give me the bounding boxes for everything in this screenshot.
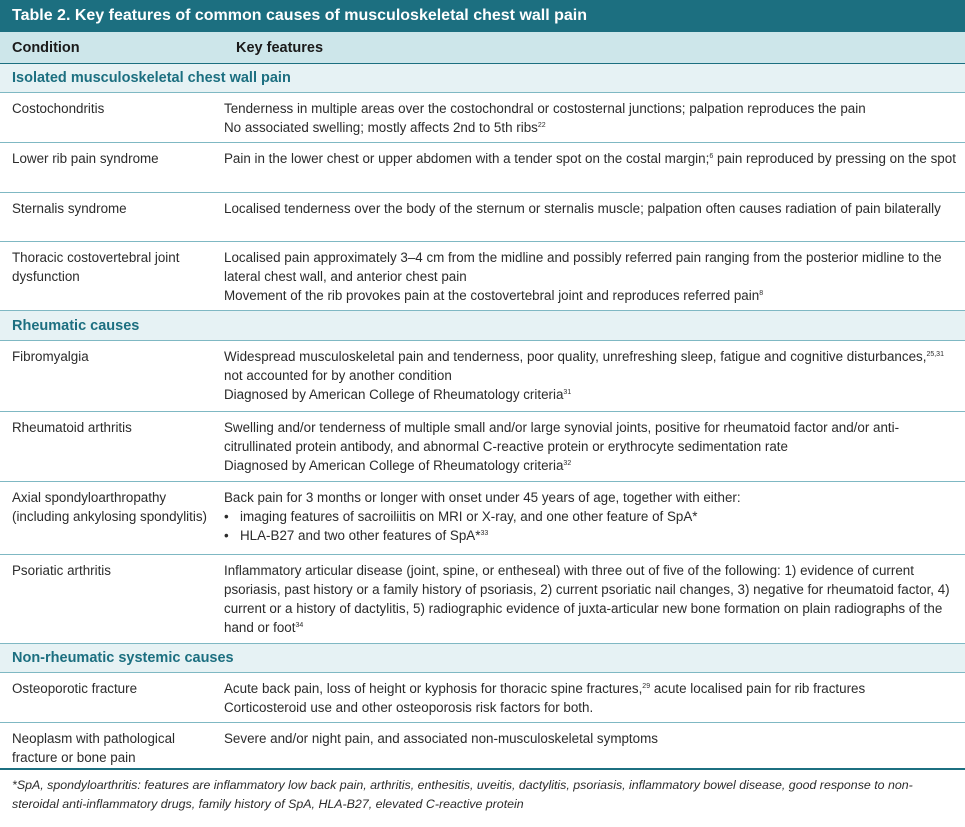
reference: 22	[537, 122, 546, 129]
feature-text: Acute back pain, loss of height or kyphosis for thoracic spine fractures,	[224, 681, 643, 696]
condition-cell: Costochondritis	[12, 101, 105, 116]
header-condition: Condition	[12, 39, 80, 56]
table-row	[0, 341, 965, 412]
table-row	[0, 673, 965, 723]
features-cell	[224, 482, 965, 554]
features-cell	[224, 412, 965, 481]
feature-line: Corticosteroid use and other osteoporosis risk factors for both.	[224, 700, 594, 715]
feature-text: Inflammatory articular disease (joint, spine, or entheseal) with three out of five of the following: 1) evidence of current psoriasis, past history or a family history of psoriasis, 2) current psoriatic nail changes, 3) negative for rheumatoid factor, 4) current or a history of dactylitis, 5) radiographic evidence of juxta-articular new bone formation on plain radiographs of the hand or foot	[224, 563, 950, 635]
bullet-list	[224, 507, 957, 545]
table-row	[0, 242, 965, 311]
condition-cell: Fibromyalgia	[12, 349, 89, 364]
table-row	[0, 193, 965, 242]
features-cell	[224, 193, 965, 241]
feature-line: Localised pain approximately 3–4 cm from the midline and possibly referred pain ranging from the posterior midline to the lateral chest wall, and anterior chest pain	[224, 250, 942, 284]
bullet-icon: •	[224, 509, 229, 524]
section-nonrheumatic: Non-rheumatic systemic causes	[0, 644, 965, 673]
features-cell	[224, 93, 965, 142]
feature-line	[224, 118, 957, 137]
features-cell	[224, 242, 965, 310]
reference: 33	[480, 530, 489, 537]
feature-line	[224, 561, 957, 637]
reference: 32	[563, 460, 572, 467]
features-cell	[224, 673, 965, 722]
feature-text: Pain in the lower chest or upper abdomen with a tender spot on the costal margin;	[224, 151, 710, 166]
section-isolated: Isolated musculoskeletal chest wall pain	[0, 64, 965, 93]
reference: 29	[642, 683, 651, 690]
condition-cell: Lower rib pain syndrome	[12, 151, 159, 166]
feature-text: Widespread musculoskeletal pain and tenderness, poor quality, unrefreshing sleep, fatigue and cognitive disturbances,	[224, 349, 927, 364]
table-row	[0, 412, 965, 482]
condition-cell: Thoracic costovertebral joint dysfunction	[12, 250, 180, 284]
feature-line	[224, 385, 957, 404]
feature-text: imaging features of sacroiliitis on MRI or X-ray, and one other feature of SpA*	[240, 509, 698, 524]
feature-line: Localised tenderness over the body of the sternum or sternalis muscle; palpation often causes radiation of pain bilaterally	[224, 201, 941, 216]
reference: 25,31	[926, 351, 944, 358]
condition-cell: Osteoporotic fracture	[12, 681, 138, 696]
feature-line	[224, 347, 957, 385]
footnote: *SpA, spondyloarthritis: features are inflammatory low back pain, arthritis, enthesitis, uveitis, dactylitis, psoriasis, inflammatory bowel disease, good response to non-steroidal anti-inflammatory drugs, family history of SpA, HLA-B27, elevated C-reactive protein	[12, 778, 913, 811]
feature-line	[224, 679, 957, 698]
feature-text: HLA-B27 and two other features of SpA*	[240, 528, 481, 543]
table-row	[0, 723, 965, 770]
feature-line: Severe and/or night pain, and associated non-musculoskeletal symptoms	[224, 731, 658, 746]
feature-text: Diagnosed by American College of Rheumatology criteria	[224, 387, 564, 402]
table-row	[0, 555, 965, 644]
feature-text: Movement of the rib provokes pain at the costovertebral joint and reproduces referred pain	[224, 288, 760, 303]
feature-line	[224, 456, 957, 475]
features-cell	[224, 723, 965, 768]
reference: 31	[563, 389, 572, 396]
reference: 6	[709, 153, 714, 160]
table-title: Table 2. Key features of common causes of musculoskeletal chest wall pain	[0, 0, 965, 32]
condition-cell: Rheumatoid arthritis	[12, 420, 132, 435]
condition-cell: Neoplasm with pathological fracture or bone pain	[12, 731, 176, 765]
list-item	[224, 507, 957, 526]
condition-cell: Axial spondyloarthropathy (including ankylosing spondylitis)	[12, 490, 208, 524]
list-item	[224, 526, 957, 545]
table-header	[0, 32, 965, 64]
feature-line: Swelling and/or tenderness of multiple small and/or large synovial joints, positive for rheumatoid factor and/or anti-citrullinated protein antibody, and abnormal C-reactive protein or erythrocyte sedimentation rate	[224, 420, 900, 454]
feature-line: Back pain for 3 months or longer with onset under 45 years of age, together with either:	[224, 490, 741, 505]
feature-line	[224, 286, 957, 305]
feature-text: not accounted for by another condition	[224, 368, 452, 383]
feature-text: No associated swelling; mostly affects 2nd to 5th ribs	[224, 120, 538, 135]
section-rheumatic: Rheumatic causes	[0, 311, 965, 341]
table-row	[0, 482, 965, 555]
features-cell	[224, 555, 965, 643]
reference: 34	[295, 622, 304, 629]
feature-text: pain reproduced by pressing on the spot	[713, 151, 956, 166]
feature-line: Tenderness in multiple areas over the costochondral or costosternal junctions; palpation reproduces the pain	[224, 101, 866, 116]
feature-text: Diagnosed by American College of Rheumatology criteria	[224, 458, 564, 473]
table-row	[0, 143, 965, 193]
header-key-features: Key features	[236, 39, 324, 56]
features-cell	[224, 143, 965, 192]
bullet-icon: •	[224, 528, 229, 543]
feature-line	[224, 149, 957, 168]
table-row	[0, 93, 965, 143]
feature-text: acute localised pain for rib fractures	[650, 681, 866, 696]
features-cell	[224, 341, 965, 411]
reference: 8	[759, 290, 764, 297]
condition-cell: Psoriatic arthritis	[12, 563, 111, 578]
condition-cell: Sternalis syndrome	[12, 201, 127, 216]
